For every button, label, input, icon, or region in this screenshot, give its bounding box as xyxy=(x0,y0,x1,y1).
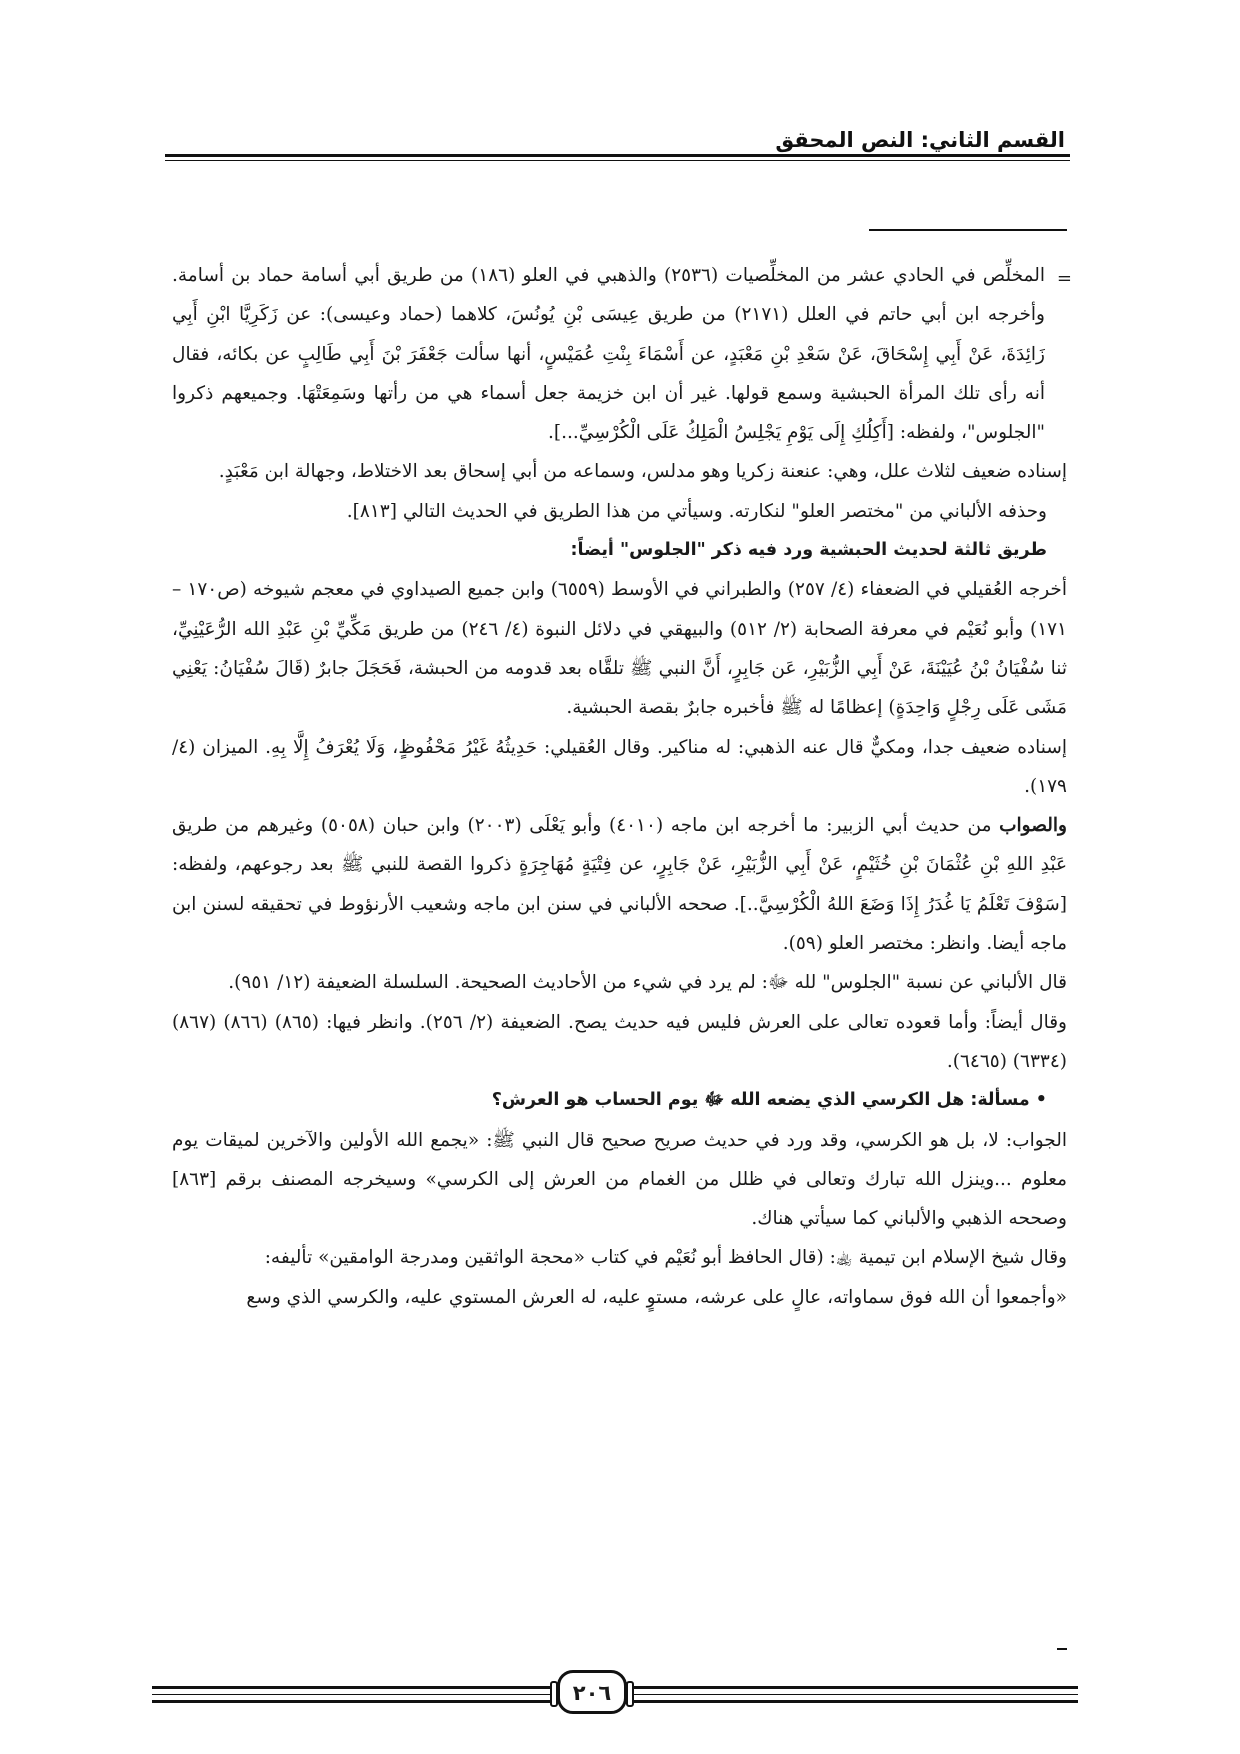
page-number: ٢٠٦ xyxy=(557,1670,627,1714)
paragraph: وقال أيضاً: وأما قعوده تعالى على العرش فليس فيه حديث يصح. الضعيفة (٢/ ٢٥٦). وانظر فيها: (٨٦٥) (٨٦٦) (٨٦٧) (٦٣٣٤) (٦٤٦٥). xyxy=(172,1011,1067,1072)
paragraph: «وأجمعوا أن الله فوق سماواته، عالٍ على عرشه، مستوٍ عليه، له العرش المستوي عليه، والكرسي الذي وسع xyxy=(246,1286,1067,1308)
footer-rule xyxy=(152,1694,551,1695)
question-heading: • مسألة: هل الكرسي الذي يضعه الله ﷻ يوم الحساب هو العرش؟ xyxy=(491,1090,1047,1111)
footnote-separator xyxy=(869,229,1067,231)
footer-rule xyxy=(562,1694,1078,1695)
continuation-dash xyxy=(1057,1648,1067,1650)
section-heading: طريق ثالثة لحديث الحبشية ورد فيه ذكر "الجلوس" أيضاً: xyxy=(570,540,1047,561)
footer-rule xyxy=(562,1700,1078,1703)
footer-rule xyxy=(152,1700,551,1703)
footnote-body xyxy=(172,256,1067,1317)
paragraph xyxy=(172,806,1067,963)
paragraph-text: من حديث أبي الزبير: ما أخرجه ابن ماجه (٤٠١٠) وأبو يَعْلَى (٢٠٠٣) وابن حبان (٥٠٥٨) وغيرهم من طريق عَبْدِ اللهِ بْنِ عُثْمَانَ بْنِ خُثَيْمٍ، عَنْ أَبِي الزُّبَيْرِ، عَنْ جَابِرٍ، عن فِتْيَةٍ مُهَاجِرَةٍ ذكروا القصة للنبي ﷺ بعد رجوعهم، ولفظه: [سَوْفَ تَعْلَمُ يَا غُدَرُ إِذَا وَضَعَ اللهُ الْكُرْسِيَّ..]. صححه الألباني في سنن ابن ماجه وشعيب الأرنؤوط في تحقيقه لسنن ابن ماجه أيضا. وانظر: مختصر العلو (٥٩). xyxy=(172,815,1067,955)
footer-rule xyxy=(152,1686,551,1689)
footer-rule xyxy=(562,1686,1078,1689)
paragraph: المخلِّص في الحادي عشر من المخلِّصيات (٢٥٣٦) والذهبي في العلو (١٨٦) من طريق أبي أسامة حماد بن أسامة. وأخرجه ابن أبي حاتم في العلل (٢١٧١) من طريق عِيسَى بْنِ يُونُسَ، كلاهما (حماد وعيسى): عن زَكَرِيَّا ابْنِ أَبِي زَائِدَةَ، عَنْ أَبِي إِسْحَاقَ، عَنْ سَعْدِ بْنِ مَعْبَدٍ، عن أَسْمَاءَ بِنْتِ عُمَيْسٍ، أنها سألت جَعْفَرَ بْنَ أَبِي طَالِبٍ عن بكائه، فقال أنه رأى تلك المرأة الحبشية وسمع قولها. غير أن ابن خزيمة جعل أسماء هي من رأتها وسَمِعَتْهَا. وجميعهم ذكروا "الجلوس"، ولفظه: [أَكِلُكِ إِلَى يَوْمِ يَجْلِسُ الْمَلِكُ عَلَى الْكُرْسِيِّ...]. xyxy=(172,265,1046,444)
paragraph: أخرجه العُقيلي في الضعفاء (٤/ ٢٥٧) والطبراني في الأوسط (٦٥٥٩) وابن جميع الصيداوي في معجم شيوخه (ص١٧٠ – ١٧١) وأبو نُعَيْم في معرفة الصحابة (٢/ ٥١٢) والبيهقي في دلائل النبوة (٤/ ٢٤٦) من طريق مَكِّيِّ بْنِ عَبْدِ الله الرُّعَيْنِيِّ، ثنا سُفْيَانُ بْنُ عُيَيْنَةَ، عَنْ أَبِي الزُّبَيْرِ، عَن جَابِرٍ، أَنَّ النبي ﷺ تلقَّاه بعد قدومه من الحبشة، فَحَجَلَ جابرٌ (قَالَ سُفْيَانُ: يَعْنِي مَشَى عَلَى رِجْلٍ وَاحِدَةٍ) إعظامًا له ﷺ فأخبره جابرٌ بقصة الحبشية. xyxy=(172,579,1067,719)
paragraph: إسناده ضعيف جدا، ومكيٌّ قال عنه الذهبي: له مناكير. وقال العُقيلي: حَدِيثُهُ غَيْرُ مَحْفُوظٍ، وَلَا يُعْرَفُ إِلَّا بِهِ. الميزان (٤/ ١٧٩). xyxy=(172,736,1067,797)
running-header-title: القسم الثاني: النص المحقق xyxy=(775,128,1065,152)
header-rule-thick xyxy=(165,154,1070,157)
paragraph: قال الألباني عن نسبة "الجلوس" لله ﷻ: لم يرد في شيء من الأحاديث الصحيحة. السلسلة الضعيفة (١٢/ ٩٥١). xyxy=(228,972,1067,994)
header-rule-thin xyxy=(165,160,1070,161)
bold-lead: والصواب xyxy=(999,815,1067,837)
paragraph: وقال شيخ الإسلام ابن تيمية ﵀: (قال الحافظ أبو نُعَيْم في كتاب «محجة الواثقين ومدرجة الوامقين» تأليفه: xyxy=(264,1247,1067,1269)
paragraph: وحذفه الألباني من "مختصر العلو" لنكارته. وسيأتي من هذا الطريق في الحديث التالي [٨١٣]. xyxy=(346,500,1047,522)
paragraph: الجواب: لا، بل هو الكرسي، وقد ورد في حديث صريح صحيح قال النبي ﷺ: «يجمع الله الأولين والآخرين لميقات يوم معلوم ...وينزل الله تبارك وتعالى في ظلل من الغمام من العرش إلى الكرسي» وسيخرجه المصنف برقم [٨٦٣] وصححه الذهبي والألباني كما سيأتي هناك. xyxy=(172,1129,1067,1230)
continuation-mark: = xyxy=(1056,268,1072,289)
paragraph: إسناده ضعيف لثلاث علل، وهي: عنعنة زكريا وهو مدلس، وسماعه من أبي إسحاق بعد الاختلاط، وجهالة ابن مَعْبَدٍ. xyxy=(218,461,1067,483)
